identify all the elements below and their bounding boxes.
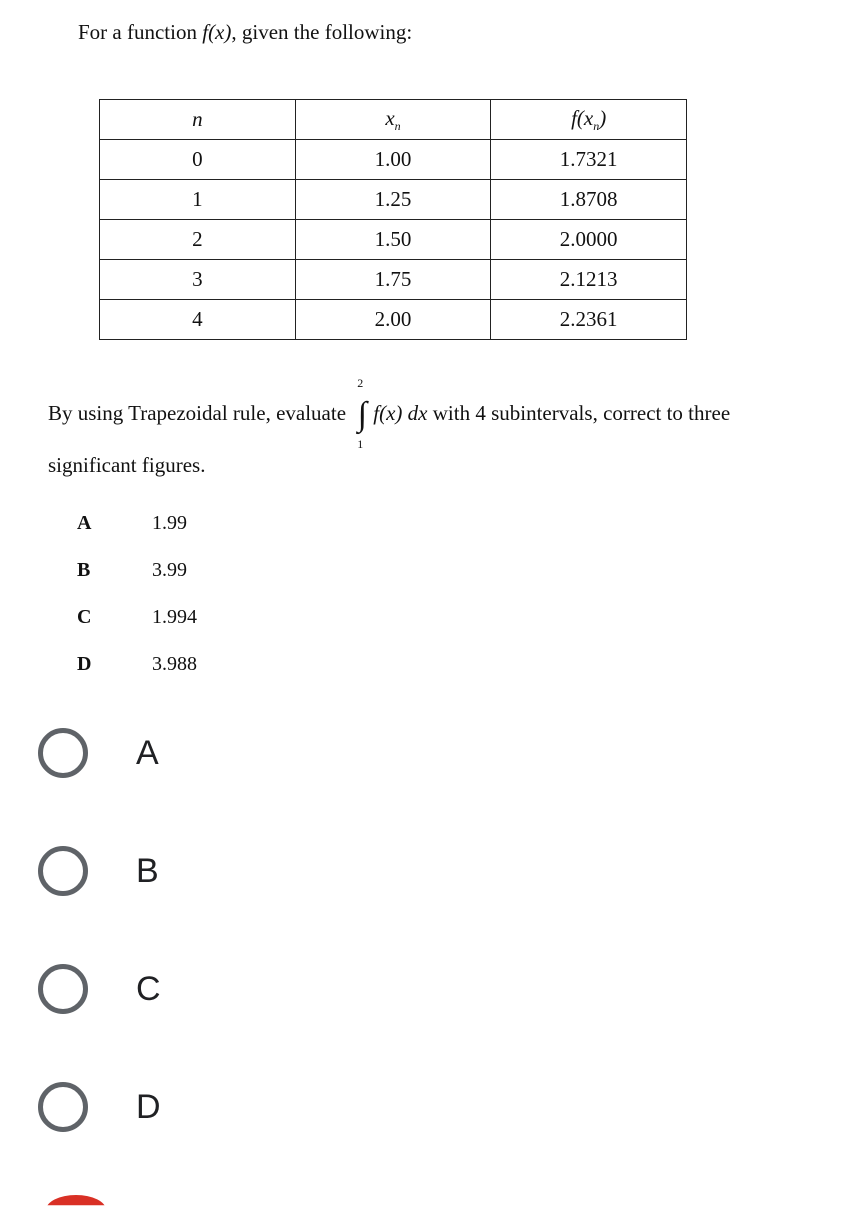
cell-fx: 2.2361: [491, 300, 687, 340]
choice-value: 3.99: [152, 559, 187, 581]
radio-button-icon[interactable]: [38, 1082, 88, 1132]
intro-text: [78, 20, 412, 45]
header-x: [295, 100, 491, 140]
cell-x: 1.00: [295, 140, 491, 180]
integral-sign-icon: ∫: [357, 396, 367, 433]
question-text: [48, 376, 731, 451]
cell-n: 0: [100, 140, 296, 180]
choice-value: 1.99: [152, 512, 187, 534]
choice-letter: A: [77, 512, 92, 534]
radio-button-icon[interactable]: [38, 728, 88, 778]
cell-n: 2: [100, 220, 296, 260]
cell-n: 3: [100, 260, 296, 300]
cell-n: 4: [100, 300, 296, 340]
question-text-before: By using Trapezoidal rule, evaluate: [48, 400, 352, 425]
radio-option-c[interactable]: [38, 956, 161, 1074]
choices-list: [77, 500, 197, 688]
cell-n: 1: [100, 180, 296, 220]
header-n: n: [100, 100, 296, 140]
header-fx-suffix: ): [599, 105, 607, 130]
choice-item: [77, 500, 197, 547]
header-x-base: x: [385, 105, 395, 130]
table-row: [100, 140, 687, 180]
cell-x: 1.75: [295, 260, 491, 300]
cell-fx: 2.1213: [491, 260, 687, 300]
choice-value: 3.988: [152, 653, 197, 675]
data-table: [99, 99, 687, 340]
integral-upper-limit: 2: [357, 376, 364, 390]
table-header-row: [100, 100, 687, 140]
choice-letter: C: [77, 606, 92, 628]
radio-option-a[interactable]: [38, 720, 161, 838]
intro-text-after: , given the following:: [231, 20, 413, 44]
integral-symbol: [351, 376, 373, 451]
radio-button-icon[interactable]: [38, 964, 88, 1014]
table-row: [100, 300, 687, 340]
header-fx-subscript: n: [593, 118, 600, 133]
cell-fx: 1.8708: [491, 180, 687, 220]
choice-value: 1.994: [152, 606, 197, 628]
radio-label[interactable]: C: [136, 970, 161, 1008]
answer-radio-group: [38, 720, 161, 1192]
integral-lower-limit: 1: [357, 437, 364, 451]
choice-item: [77, 641, 197, 688]
cell-fx: 1.7321: [491, 140, 687, 180]
cell-x: 1.50: [295, 220, 491, 260]
radio-option-b[interactable]: [38, 838, 161, 956]
radio-label[interactable]: D: [136, 1088, 161, 1126]
header-fx-prefix: f(x: [571, 105, 594, 130]
choice-item: [77, 594, 197, 641]
table-row: [100, 220, 687, 260]
table-row: [100, 180, 687, 220]
cell-x: 2.00: [295, 300, 491, 340]
intro-function: f(x): [202, 20, 232, 44]
partial-circle-icon: [46, 1195, 106, 1225]
choice-item: [77, 547, 197, 594]
integrand: f(x) dx: [373, 400, 428, 425]
radio-button-icon[interactable]: [38, 846, 88, 896]
intro-text-before: For a function: [78, 20, 203, 44]
question-continuation: significant figures.: [48, 453, 206, 477]
radio-option-d[interactable]: [38, 1074, 161, 1192]
question-text-after: with 4 subintervals, correct to three: [427, 400, 731, 425]
header-x-subscript: n: [394, 118, 401, 133]
choice-letter: B: [77, 559, 91, 581]
radio-label[interactable]: A: [136, 734, 159, 772]
radio-label[interactable]: B: [136, 852, 159, 890]
choice-letter: D: [77, 653, 92, 675]
cell-x: 1.25: [295, 180, 491, 220]
cell-fx: 2.0000: [491, 220, 687, 260]
header-fx: [491, 100, 687, 140]
table-row: [100, 260, 687, 300]
